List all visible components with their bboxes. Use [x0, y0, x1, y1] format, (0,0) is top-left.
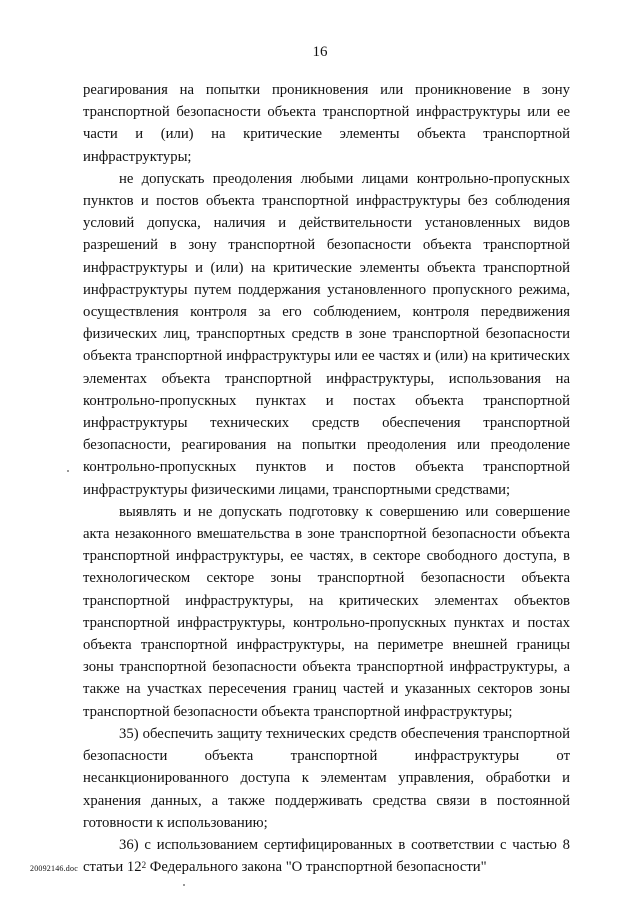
paragraph-36 [83, 834, 570, 878]
superscript: 2 [141, 860, 147, 871]
body-text [83, 79, 570, 878]
paragraph-35: 35) обеспечить защиту технических средств обеспечения транспортной безопасности объекта транспортной инфраструктуры от несанкционированного доступа к элементам управления, обработки и хранения данных, а также поддерживать средства связи в постоянной готовности к использованию; [83, 725, 570, 831]
document-file-id: 20092146.doc [30, 864, 78, 873]
paragraph-3: выявлять и не допускать подготовку к совершению или совершение акта незаконного вмешательства в зоне транспортной безопасности объекта транспортной инфраструктуры, ее частях, в секторе свободного доступа, в технологическом секторе зоны транспортной безопасности объекта транспортной инфраструктуры, на критических элементах объектов транспортной инфраструктуры, контрольно-пропускных пунктах и постах объекта транспортной инфраструктуры, на периметре внешней границы зоны транспортной безопасности объекта транспортной инфраструктуры, а также на участках пересечения границ частей и указанных секторов зоны транспортной безопасности объекта транспортной инфраструктуры; [83, 503, 570, 720]
paragraph-36-text: 36) с использованием сертифицированных в соответствии с частью 8 статьи 12 [83, 836, 570, 876]
paragraph-2: не допускать преодоления любыми лицами контрольно-пропускных пунктов и постов объекта транспортной инфраструктуры без соблюдения условий допуска, наличия и действительности установленных видов разрешений в зону транспортной безопасности объекта транспортной инфраструктуры и (или) на критические элементы объекта транспортной инфраструктуры путем поддержания установленного пропускного режима, осуществления контроля за его соблюдением, контроля передвижения физических лиц, транспортных средств в зоне транспортной безопасности объекта транспортной инфраструктуры или ее частях и (или) на критических элементах объекта транспортной инфраструктуры, использования на контрольно-пропускных пунктах и постах объекта транспортной инфраструктуры технических средств обеспечения транспортной безопасности, реагирования на попытки преодоления или преодоление контрольно-пропускных пунктов и постов объекта транспортной инфраструктуры физическими лицами, транспортными средствами; [83, 170, 570, 498]
scan-speck [183, 884, 185, 886]
page-number: 16 [312, 44, 328, 60]
paragraph-36-text-continued: Федерального закона "О транспортной безопасности" [146, 859, 487, 876]
scan-speck [67, 470, 69, 472]
paragraph-1: реагирования на попытки проникновения или проникновение в зону транспортной безопасности объекта транспортной инфраструктуры или ее части и (или) на критические элементы объекта транспортной инфраструктуры; [83, 82, 570, 165]
